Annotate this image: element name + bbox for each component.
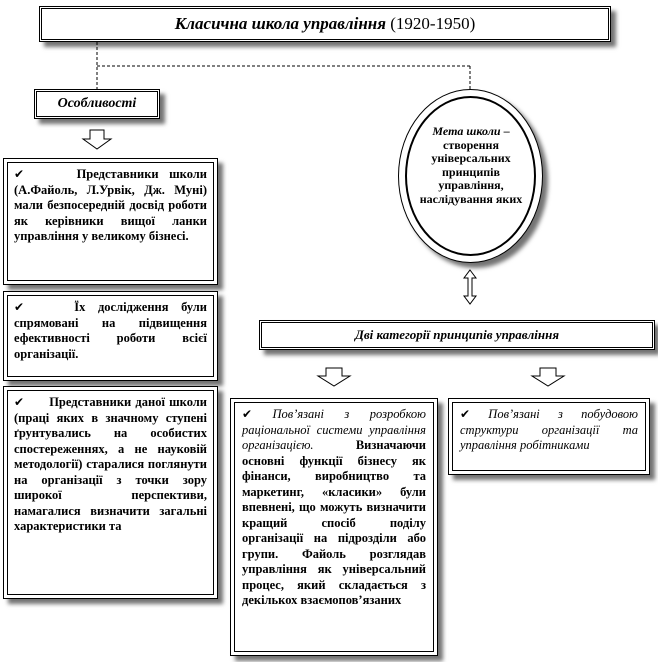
left-item-2 xyxy=(7,295,214,377)
title-box xyxy=(39,6,611,42)
double-arrow-icon xyxy=(464,270,476,304)
category-2-italic: Пов’язані з побудовою структури організації та управління робітниками xyxy=(460,407,638,452)
features-label: Особливості xyxy=(57,96,137,111)
down-arrow-icon xyxy=(318,368,350,386)
left-item-2-text: Їх дослідження були спрямовані на підвищення ефективності роботи всієї організації. xyxy=(14,300,207,361)
left-item-3 xyxy=(7,390,214,595)
category-1-bold: Визначаючи основні функції бізнесу як фінанси, виробництво та маркетинг, «класики» були впевнені, що можуть визначити кращий спосіб поділу організації на підрозділи або групи. Файоль розглядав управління як універсальний процес, який складається з декількох взаємопов’язаних xyxy=(242,438,426,607)
left-item-3-text: Представники даної школи (праці яких в значному ступені ґрунтувались на особистих спостереженнях, а не науковій методології) старалися поглянути на організації з точки зору широкої перспективи, намагалися визначити загальні характеристики та xyxy=(14,395,208,533)
left-item-box-2 xyxy=(3,291,218,381)
check-icon: ✔ xyxy=(14,395,25,409)
features-box xyxy=(34,89,160,119)
category-box-1 xyxy=(230,398,438,656)
check-icon: ✔ xyxy=(14,167,25,181)
left-item-box-1 xyxy=(3,158,218,285)
goal-text: Мета школи – створення універсальних принципів управління, наслідування яких xyxy=(419,124,523,206)
title-years: (1920-1950) xyxy=(390,14,476,33)
category-1-italic: Пов’язані з розробкою раціональної системи управління організацією. xyxy=(242,407,426,452)
check-icon: ✔ xyxy=(14,300,25,314)
goal-description: створення універсальних принципів управління, наслідування яких xyxy=(419,137,523,206)
category-box-2 xyxy=(448,398,650,475)
category-2 xyxy=(452,402,646,471)
goal-label: Мета школи xyxy=(432,124,501,138)
title-name: Класична школа управління xyxy=(174,14,386,33)
down-arrow-icon xyxy=(83,130,111,149)
check-icon: ✔ xyxy=(242,407,253,421)
left-item-1 xyxy=(7,162,214,281)
category-1 xyxy=(234,402,434,652)
left-item-1-text: Представники школи (А.Файоль, Л.Урвік, Дж. Муні) мали безпосередній досвід роботи як керівники вищої ланки управління у великому бізнесі. xyxy=(14,167,208,243)
left-item-box-3 xyxy=(3,386,218,599)
down-arrow-icon xyxy=(532,368,564,386)
categories-label: Дві категорії принципів управління xyxy=(354,327,560,342)
check-icon: ✔ xyxy=(460,407,471,421)
categories-box xyxy=(259,320,655,350)
